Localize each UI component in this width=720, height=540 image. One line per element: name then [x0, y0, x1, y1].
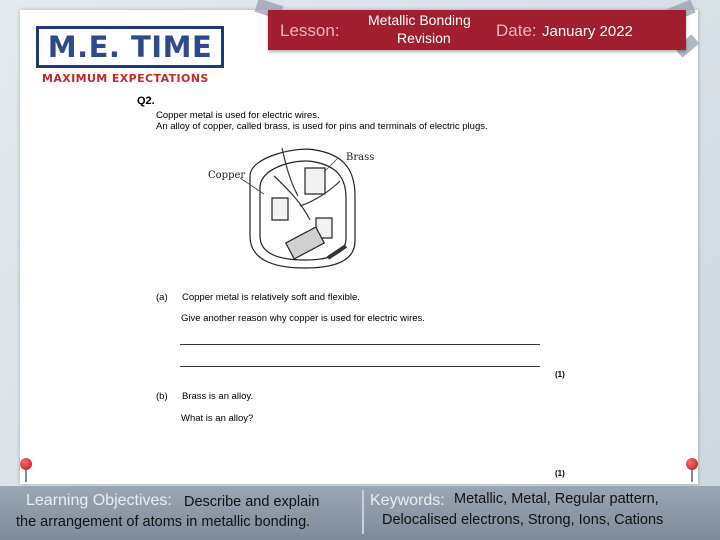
question-intro-line2: An alloy of copper, called brass, is used for pins and terminals of electric plugs. [156, 121, 488, 132]
lesson-title-line2: Revision [397, 30, 451, 46]
footer-bar [0, 486, 720, 540]
diagram-label-copper: Copper [208, 170, 246, 181]
objectives-line2: the arrangement of atoms in metallic bonding. [16, 514, 311, 530]
answer-line-2[interactable] [180, 366, 540, 367]
pin-left [20, 458, 32, 470]
footer-divider [362, 490, 364, 534]
copper-wire-1 [282, 148, 298, 196]
part-a-prompt: Give another reason why copper is used for electric wires. [181, 313, 425, 324]
logo [36, 26, 224, 68]
question-number: Q2. [137, 95, 155, 107]
date-value: January 2022 [542, 23, 633, 40]
lesson-banner [268, 10, 686, 50]
lesson-title-line1: Metallic Bonding [368, 12, 471, 28]
keywords-line2: Delocalised electrons, Strong, Ions, Cations [382, 512, 664, 528]
answer-line-1[interactable] [180, 344, 540, 345]
logo-text: M.E. TIME [47, 30, 213, 64]
objectives-label: Learning Objectives: [26, 492, 172, 509]
brass-terminal-left [272, 198, 288, 220]
part-a-label: (a) [156, 292, 168, 303]
brass-pin-top [305, 168, 325, 194]
lesson-label: Lesson: [280, 21, 340, 40]
fuse [328, 246, 346, 258]
date-label: Date: [496, 21, 537, 40]
part-a-marks: (1) [555, 370, 565, 379]
objectives-line1: Describe and explain [184, 494, 320, 510]
pin-left-stem [25, 468, 27, 482]
part-b-label: (b) [156, 391, 168, 402]
cable-grip [286, 227, 324, 259]
plug-diagram [190, 136, 450, 286]
diagram-label-brass: Brass [346, 152, 375, 163]
logo-tagline: MAXIMUM EXPECTATIONS [42, 72, 209, 85]
keywords-line1: Metallic, Metal, Regular pattern, [454, 491, 659, 507]
part-b-prompt: What is an alloy? [181, 413, 254, 424]
part-b-marks: (1) [555, 469, 565, 478]
question-intro-line1: Copper metal is used for electric wires. [156, 110, 320, 121]
part-b-statement: Brass is an alloy. [182, 391, 254, 402]
keywords-label: Keywords: [370, 492, 445, 509]
pin-right-stem [691, 468, 693, 482]
pin-right [686, 458, 698, 470]
part-a-statement: Copper metal is relatively soft and flexible. [182, 292, 360, 303]
